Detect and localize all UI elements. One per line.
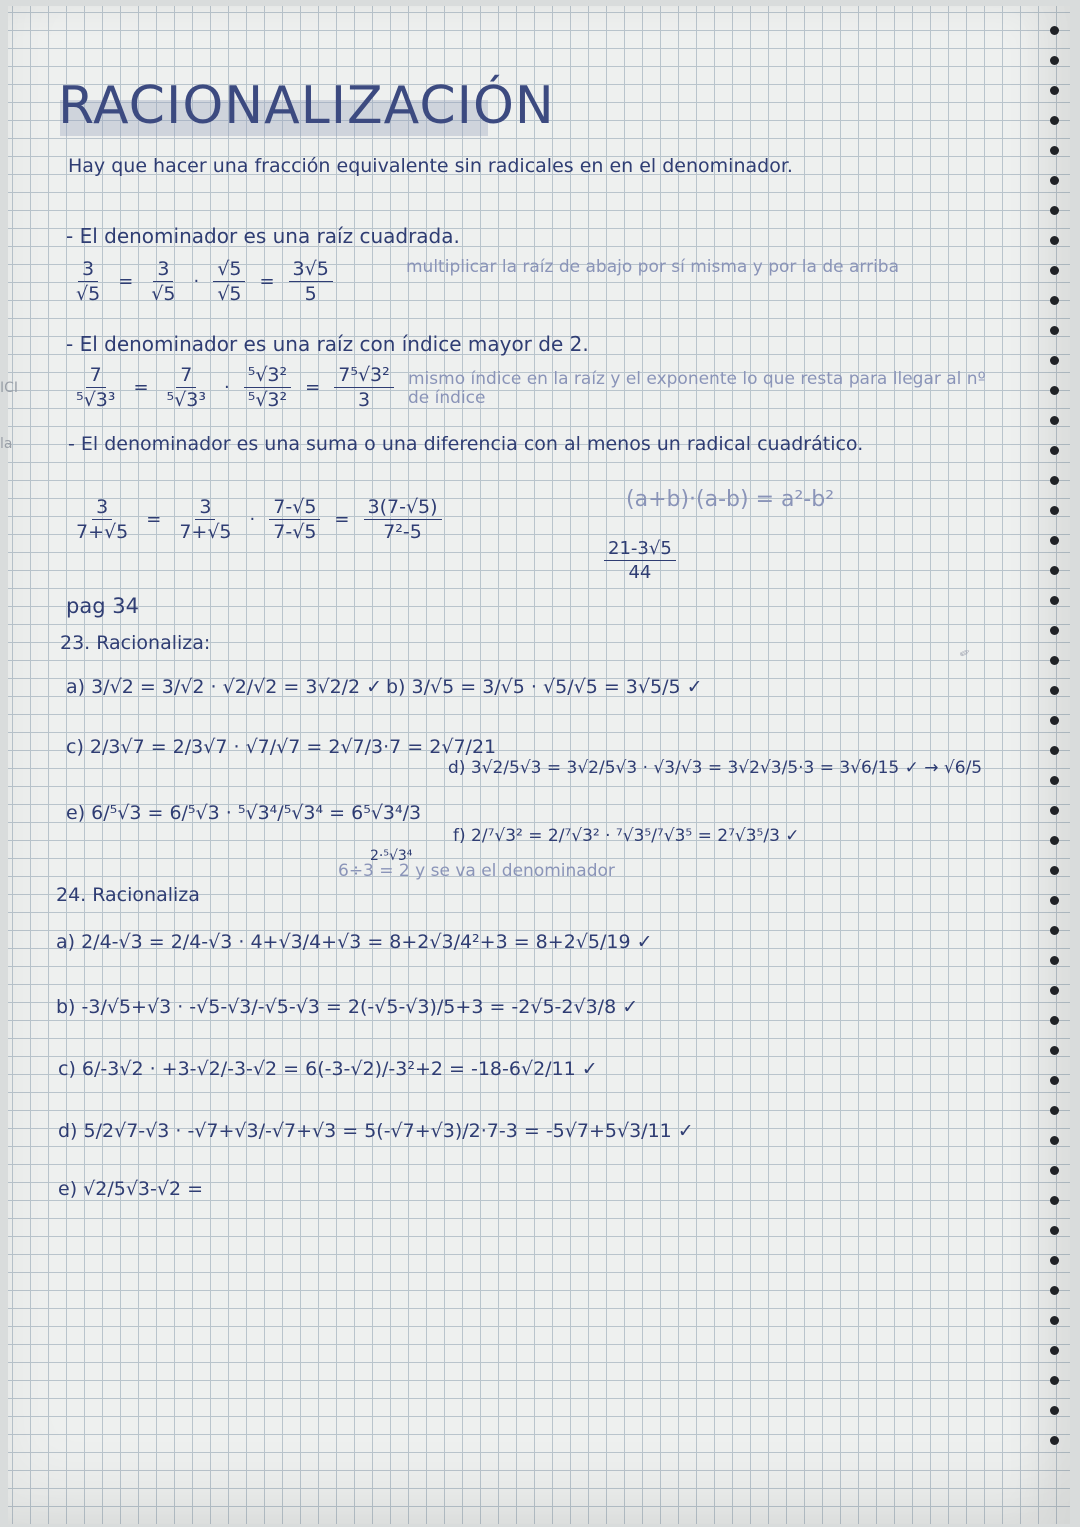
fraction: $\frac{7}{\text{⁵√3³}}$ xyxy=(166,364,206,411)
fraction: $\frac{3}{√5}$ xyxy=(151,258,176,305)
fraction: $\frac{7-√5}{7-√5}$ xyxy=(265,496,324,543)
case2-heading: - El denominador es una raíz con índice mayor de 2. xyxy=(66,332,589,356)
fraction: $\frac{3}{7+√5}$ xyxy=(76,496,129,543)
intro-text: Hay que hacer una fracción equivalente sin radicales en en el denominador. xyxy=(68,155,793,177)
case1-heading: - El denominador es una raíz cuadrada. xyxy=(66,224,460,248)
result-numerator: 21-3√5 xyxy=(604,538,676,561)
exercise-24d: d) 5/2√7-√3 · -√7+√3/-√7+√3 = 5(-√7+√3)/2·7-3 = -5√7+5√3/11 ✓ xyxy=(58,1120,694,1142)
case2-expression: $\frac{7}{\text{⁵√3³}}$ = $\frac{7}{\text{⁵√3³}}$ · $\frac{\text{⁵√3²}}{\text{⁵√3²}}$ = $\frac{\text{7⁵√3²}}{3}$ xyxy=(68,364,398,411)
exercise-24-heading: 24. Racionaliza xyxy=(56,884,200,906)
fraction: $\frac{\text{7⁵√3²}}{3}$ xyxy=(330,364,398,411)
case3-heading: - El denominador es una suma o una diferencia con al menos un radical cuadrático. xyxy=(68,433,864,455)
page-title: RACIONALIZACIÓN xyxy=(58,76,555,136)
result-denominator: 44 xyxy=(628,562,652,583)
margin-mark-2: la xyxy=(0,436,13,452)
margin-mark xyxy=(0,380,18,452)
page-reference: pag 34 xyxy=(66,594,139,618)
exercise-23c: c) 2/3√7 = 2/3√7 · √7/√7 = 2√7/3·7 = 2√7/21 xyxy=(66,736,497,758)
case3-expression: $\frac{3}{7+√5}$ = $\frac{3}{7+√5}$ · $\frac{7-√5}{7-√5}$ = $\frac{3(7-√5)}{\text{7²-5}}$ xyxy=(68,496,446,543)
case3-result xyxy=(600,538,680,583)
exercise-23e-note2: 6÷3 = 2 y se va el denominador xyxy=(338,861,615,881)
exercise-24b: b) -3/√5+√3 · -√5-√3/-√5-√3 = 2(-√5-√3)/5+3 = -2√5-2√3/8 ✓ xyxy=(56,996,639,1018)
fraction: $\frac{3(7-√5)}{\text{7²-5}}$ xyxy=(360,496,446,543)
exercise-23e-note: 2·⁵√3⁴ xyxy=(370,848,413,864)
case2-note: mismo índice en la raíz y el exponente lo que resta para llegar al nº de índice xyxy=(408,369,986,408)
exercise-23b: b) 3/√5 = 3/√5 · √5/√5 = 3√5/5 ✓ xyxy=(386,676,703,698)
exercise-23d: d) 3√2/5√3 = 3√2/5√3 · √3/√3 = 3√2√3/5·3 = 3√6/15 ✓ → √6/5 xyxy=(448,758,983,778)
exercise-24a: a) 2/4-√3 = 2/4-√3 · 4+√3/4+√3 = 8+2√3/4²+3 = 8+2√5/19 ✓ xyxy=(56,931,653,953)
identity-note: (a+b)·(a-b) = a²-b² xyxy=(626,487,835,512)
fraction: $\frac{7}{\text{⁵√3³}}$ xyxy=(76,364,116,411)
case1-note: multiplicar la raíz de abajo por sí misma y por la de arriba xyxy=(406,257,900,277)
fraction: $\frac{3}{7+√5}$ xyxy=(179,496,232,543)
exercise-23f: f) 2/⁷√3² = 2/⁷√3² · ⁷√3⁵/⁷√3⁵ = 2⁷√3⁵/3 ✓ xyxy=(453,826,800,846)
fraction: $\frac{√5}{√5}$ xyxy=(209,258,249,305)
margin-mark-1: ICI xyxy=(0,380,19,396)
case1-expression: $\frac{3}{√5}$ = $\frac{3}{√5}$ · $\frac{√5}{√5}$ = $\frac{3√5}{5}$ xyxy=(68,258,337,305)
exercise-24e: e) √2/5√3-√2 = xyxy=(58,1178,204,1200)
spiral-binding xyxy=(1050,26,1062,1516)
notebook-page xyxy=(8,6,1070,1524)
fraction: $\frac{\text{⁵√3²}}{\text{⁵√3²}}$ xyxy=(240,364,295,411)
pencil-scribble: ✎ xyxy=(956,645,974,661)
fraction: $\frac{3}{√5}$ xyxy=(76,258,101,305)
exercise-23-heading: 23. Racionaliza: xyxy=(60,632,211,654)
exercise-23e: e) 6/⁵√3 = 6/⁵√3 · ⁵√3⁴/⁵√3⁴ = 6⁵√3⁴/3 xyxy=(66,802,422,824)
exercise-24c: c) 6/-3√2 · +3-√2/-3-√2 = 6(-3-√2)/-3²+2 = -18-6√2/11 ✓ xyxy=(58,1058,598,1080)
fraction: $\frac{3√5}{5}$ xyxy=(285,258,337,305)
exercise-23a: a) 3/√2 = 3/√2 · √2/√2 = 3√2/2 ✓ xyxy=(66,676,383,698)
